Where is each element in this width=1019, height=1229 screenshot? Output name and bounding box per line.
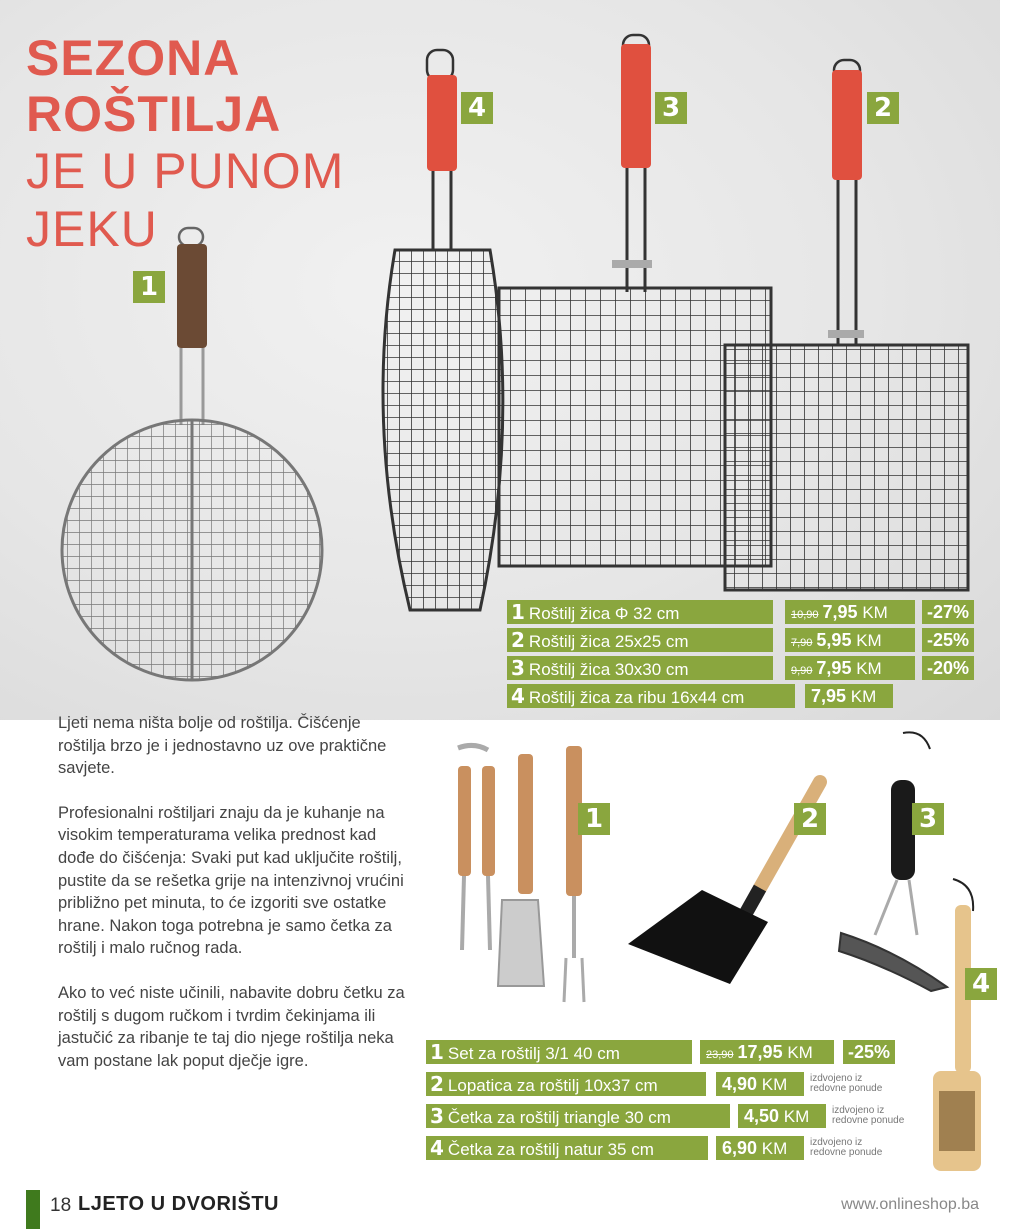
currency: KM bbox=[761, 1075, 788, 1094]
new-price: 7,95 bbox=[822, 602, 858, 622]
product-name: Roštilj žica Φ 32 cm bbox=[528, 604, 680, 623]
row-index: 2 bbox=[511, 628, 525, 652]
website-link[interactable]: www.onlineshop.ba bbox=[841, 1196, 979, 1213]
bottom-badge-2: 2 bbox=[794, 803, 826, 835]
old-price: 23,90 bbox=[706, 1049, 734, 1061]
product-name: Lopatica za roštilj 10x37 cm bbox=[447, 1076, 658, 1095]
product-name: Četka za roštilj triangle 30 cm bbox=[447, 1108, 671, 1127]
grill-tool-set-image bbox=[440, 740, 600, 1010]
currency: KM bbox=[787, 1043, 813, 1062]
price-row bbox=[507, 600, 773, 624]
price-cell bbox=[785, 628, 915, 652]
badge-2: 2 bbox=[867, 92, 899, 124]
currency: KM bbox=[761, 1139, 788, 1158]
round-grill-grid-image bbox=[55, 220, 335, 690]
bottom-badge-1: 1 bbox=[578, 803, 610, 835]
footer-accent-bar bbox=[26, 1190, 40, 1229]
price-row bbox=[507, 628, 773, 652]
row-index: 4 bbox=[511, 684, 525, 708]
price-cell bbox=[716, 1072, 804, 1096]
new-price: 5,95 bbox=[816, 630, 852, 650]
availability-note: izdvojeno iz redovne ponude bbox=[832, 1105, 905, 1126]
price-row bbox=[426, 1104, 730, 1128]
price-cell bbox=[738, 1104, 826, 1128]
product-name: Roštilj žica 30x30 cm bbox=[528, 660, 689, 679]
price-cell bbox=[785, 656, 915, 680]
price-cell bbox=[716, 1136, 804, 1160]
row-index: 1 bbox=[511, 600, 525, 624]
page-number: 18 bbox=[50, 1195, 72, 1216]
price-cell bbox=[700, 1040, 834, 1064]
row-index: 3 bbox=[430, 1104, 444, 1128]
row-index: 1 bbox=[430, 1040, 444, 1064]
badge-1: 1 bbox=[133, 271, 165, 303]
old-price: 9,90 bbox=[791, 665, 813, 677]
product-name: Roštilj žica 25x25 cm bbox=[528, 632, 689, 651]
new-price: 4,50 bbox=[744, 1106, 780, 1126]
price-row bbox=[507, 656, 773, 680]
availability-note: izdvojeno iz redovne ponude bbox=[810, 1073, 883, 1094]
price-cell bbox=[805, 684, 893, 708]
currency: KM bbox=[856, 659, 882, 678]
product-name: Četka za roštilj natur 35 cm bbox=[447, 1140, 654, 1159]
currency: KM bbox=[850, 687, 877, 706]
price-row bbox=[426, 1040, 692, 1064]
product-name: Roštilj žica za ribu 16x44 cm bbox=[528, 688, 745, 707]
price-row bbox=[507, 684, 795, 708]
headline-line-1: SEZONA bbox=[26, 30, 241, 86]
bottom-badge-4: 4 bbox=[965, 968, 997, 1000]
wooden-brush-image bbox=[925, 875, 985, 1180]
article-body bbox=[58, 712, 408, 1094]
badge-4: 4 bbox=[461, 92, 493, 124]
new-price: 17,95 bbox=[737, 1042, 783, 1062]
old-price: 10,90 bbox=[791, 609, 819, 621]
price-row bbox=[426, 1072, 706, 1096]
paragraph-3: Ako to već niste učinili, nabavite dobru četku za roštilj s dugom ručkom i tvrdim čekinjama ili jastučić za ribanje te taj dio njege roštilja neka vam postane lak poput dječje igre. bbox=[58, 983, 405, 1070]
discount-badge: -25% bbox=[843, 1040, 895, 1064]
headline-line-4: JEKU bbox=[26, 201, 158, 257]
product-name: Set za roštilj 3/1 40 cm bbox=[447, 1044, 620, 1063]
square-grill-25-image bbox=[720, 55, 975, 595]
currency: KM bbox=[862, 603, 888, 622]
badge-3: 3 bbox=[655, 92, 687, 124]
discount-badge: -20% bbox=[922, 656, 974, 680]
fish-grill-basket-image bbox=[375, 45, 510, 615]
section-title: LJETO U DVORIŠTU bbox=[78, 1193, 279, 1215]
row-index: 2 bbox=[430, 1072, 444, 1096]
bottom-badge-3: 3 bbox=[912, 803, 944, 835]
availability-note: izdvojeno iz redovne ponude bbox=[810, 1137, 883, 1158]
new-price: 7,95 bbox=[816, 658, 852, 678]
row-index: 3 bbox=[511, 656, 525, 680]
new-price: 6,90 bbox=[722, 1138, 758, 1158]
paragraph-2: Profesionalni roštiljari znaju da je kuhanje na visokim temperaturama velika prednost kad dođe do čišćenja: Svaki put kad uključite roštilj, pustite da se rešetka grije na intenzivnoj vrućini približno pet minuta, to će izgoriti sve ostatke hrane. Nakon toga potrebna je samo četka za roštilj i malo ručnog rada. bbox=[58, 803, 404, 958]
headline-line-2: ROŠTILJA bbox=[26, 86, 282, 142]
row-index: 4 bbox=[430, 1136, 444, 1160]
discount-badge: -25% bbox=[922, 628, 974, 652]
old-price: 7,90 bbox=[791, 637, 813, 649]
paragraph-1: Ljeti nema ništa bolje od roštilja. Čišćenje roštilja brzo je i jednostavno uz ove praktične savjete. bbox=[58, 714, 387, 778]
currency: KM bbox=[783, 1107, 810, 1126]
price-row bbox=[426, 1136, 708, 1160]
new-price: 7,95 bbox=[811, 686, 847, 706]
currency: KM bbox=[856, 631, 882, 650]
price-cell bbox=[785, 600, 915, 624]
discount-badge: -27% bbox=[922, 600, 974, 624]
new-price: 4,90 bbox=[722, 1074, 758, 1094]
headline-line-3: JE U PUNOM bbox=[26, 143, 345, 199]
